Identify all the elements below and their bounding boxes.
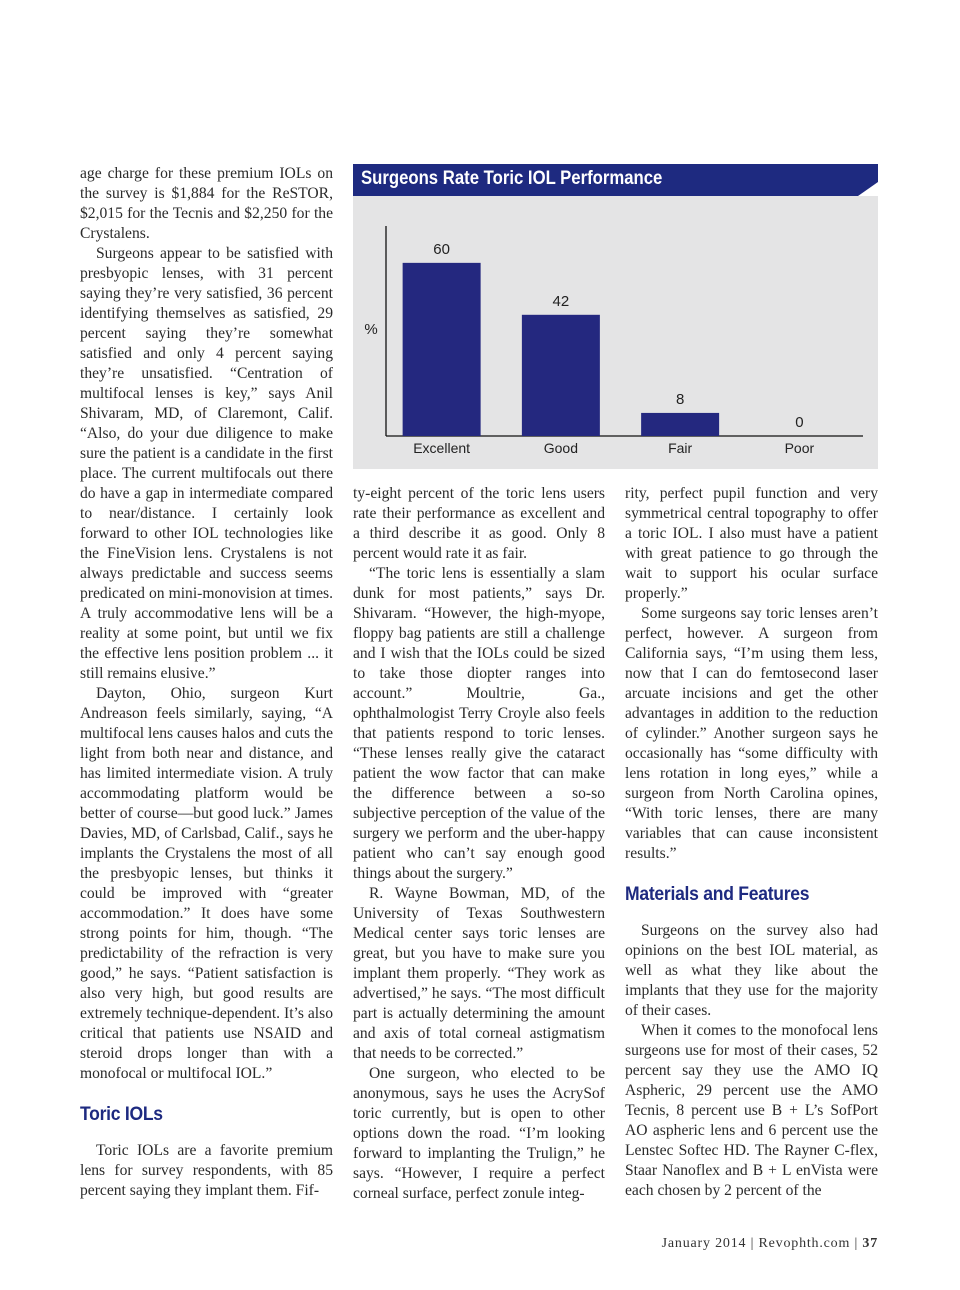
data-label-excellent: 60 (433, 240, 450, 258)
paragraph: Dayton, Ohio, surgeon Kurt Andreason feels similarly, saying, “A multifocal lens causes halos and cuts the light from both near and distance, and has limited intermediate vision. A truly accommodating platform would be better of course—but good luck.” James Davies, MD, of Carlsbad, Calif., says he implants the Crystalens the most of all the presbyopic lenses, but thinks it could be improved with “greater accommodation.” It does have some strong points for him, though. “The predictability of the refraction is very good,” he says. “Patient satisfaction is also very high, but good results are extremely technique-dependent. It’s also critical that patients use NSAID and steroid drops longer than with a monofocal or multifocal IOL.” (80, 685, 333, 1082)
paragraph: One surgeon, who elected to be anonymous, says he uses the AcrySof toric currently, but is open to other options down the road. “I’m looking forward to implanting the Trulign,” he says. “However, I require a perfect corneal surface, perfect zonule integ- (353, 1065, 605, 1202)
paragraph: rity, perfect pupil function and very symmetrical central topography to offer a toric IOL. I also must have a patient with great patience to go through the wait to support his ocular surface properly.” (625, 485, 878, 602)
bar-chart (353, 196, 878, 469)
section-heading-toric-iols: Toric IOLs (80, 1103, 163, 1125)
bar-excellent (403, 263, 481, 436)
section-heading-materials-features: Materials and Features (625, 883, 810, 905)
paragraph: R. Wayne Bowman, MD, of the University of Texas Southwestern Medical center says toric lenses are great, but you have to make sure you implant them properly. “They work as advertised,” he says. “The most difficult part is actually determining the amount and axis of total corneal astigmatism that needs to be corrected.” (353, 885, 605, 1062)
paragraph: When it comes to the monofocal lens surgeons use for most of their cases, 52 percent say they use the AMO IQ Aspheric, 29 percent use the AMO Tecnis, 8 percent use B + L’s SofPort AO aspheric lens and 6 percent use the Lenstec Softec HD. The Rayner C-flex, Staar Nanoflex and B + L enVista were each chosen by 2 percent of the (625, 1022, 878, 1199)
data-label-good: 42 (552, 292, 570, 310)
paragraph: Some surgeons say toric lenses aren’t perfect, however. A surgeon from California says, “I’m using them less, now that I can do femtosecond laser arcuate incisions and get the other advantages in addition to the reduction of cylinder.” Another surgeon says he occasionally has “some difficulty with lens rotation in long eyes,” while a surgeon from North Carolina opines, “With toric lenses, there are many variables that can cause inconsistent results.” (625, 605, 878, 862)
paragraph: age charge for these premium IOLs on the survey is $1,884 for the ReSTOR, $2,015 for the Tecnis and $2,250 for the Crystalens. (80, 165, 333, 242)
data-label-fair: 8 (675, 390, 685, 408)
page-number: 37 (862, 1236, 878, 1251)
footer-divider: | (750, 1236, 759, 1251)
data-label-poor: 0 (795, 414, 804, 431)
paragraph: Toric IOLs are a favorite premium lens for survey respondents, with 85 percent saying they implant them. Fif- (80, 1142, 333, 1199)
article-column-2 (353, 484, 605, 1204)
paragraph: Surgeons appear to be satisfied with presbyopic lenses, with 31 percent saying they’re very satisfied, 36 percent identifying themselves as satisfied, 29 percent saying they’re somewhat satisfied and only 4 percent saying they’re unsatisfied. “Centration of multifocal lenses is key,” says Anil Shivaram, MD, of Claremont, Calif. “Also, do your due diligence to make sure the patient is a candidate in the first place. The current multifocals out there do have a gap in intermediate compared to near/distance. I certainly look forward to other IOL technologies like the FineVision lens. Crystalens is not always predictable and success seems predicated on mini-monovision at times. A truly accommodative lens will be a reality at some point, but until we fix the effective lens position problem ... it still remains elusive.” (80, 245, 333, 682)
article-column-1 (80, 164, 333, 1201)
issue-date: January 2014 (661, 1236, 747, 1251)
toric-iol-chart (353, 164, 878, 469)
chart-title: Surgeons Rate Toric IOL Performance (361, 168, 663, 189)
footer-divider: | (854, 1236, 863, 1251)
tick-label-good: Good (543, 440, 578, 456)
website: Revophth.com (758, 1236, 851, 1251)
paragraph: Surgeons on the survey also had opinions on the best IOL material, as well as what they like about the implants that they use for the majority of their cases. (625, 922, 878, 1019)
article-column-3 (625, 484, 878, 1201)
y-axis-label: % (364, 321, 378, 338)
page-footer (662, 1236, 878, 1252)
tick-label-fair: Fair (668, 440, 693, 456)
tick-label-poor: Poor (784, 440, 815, 456)
tick-label-excellent: Excellent (413, 440, 471, 456)
bar-fair (641, 413, 719, 436)
paragraph: “The toric lens is essentially a slam dunk for most patients,” says Dr. Shivaram. “However, the high-myope, floppy bag patients are still a challenge and I wish that the IOLs could be sized to take those diopter ranges into account.” Moultrie, Ga., ophthalmologist Terry Croyle also feels that patients respond to toric lenses. “These lenses really give the cataract patient the wow factor that can make the difference between a so-so subjective perception of the value of the surgery we perform and the uber-happy patient who can’t say enough good things about the surgery.” (353, 565, 605, 882)
bar-good (522, 315, 600, 436)
paragraph: ty-eight percent of the toric lens users rate their performance as excellent and a third describe it as good. Only 8 percent would rate it as fair. (353, 485, 605, 562)
